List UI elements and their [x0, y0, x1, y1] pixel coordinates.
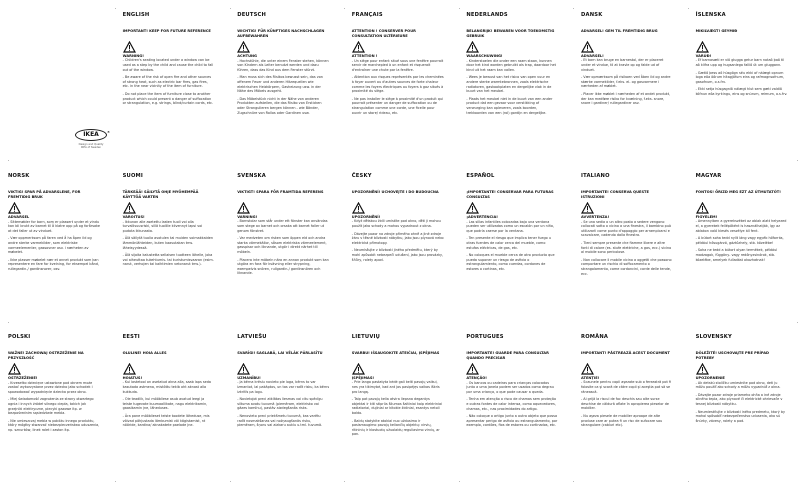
warning-paragraph: - Krzesełko dziecięce ustawione pod oknem może zostać wykorzystane przez dziecko jako schodek i spowodować wypadnięcie dziecka przez okno.: [8, 380, 93, 394]
important-notice: MIKILVÆGT! GEYMIÐ: [695, 29, 738, 33]
language-section: [352, 12, 444, 118]
warning-triangle-icon: [123, 363, 215, 375]
warning-paragraph: - Be aware of the risk of open fire and other sources of strong heat, such as electric bar fires, gas fires, etc. in the near vicinity of the item of furniture.: [122, 75, 212, 89]
crop-mark: [688, 8, 689, 9]
warning-paragraph: - A bútort soha tedd nyílt láng vagy egyéb hőforrás, például hősugárzó, gáztűzhely, stb. közelébe!: [695, 236, 784, 245]
warning-paragraph: - Nie umieszczaj mebla w pobliżu innego produktu, który mógłby stwarzać niebezpieczeństwo uduszenia, np. sznurków, linek rolet i zasłon itp.: [8, 418, 100, 432]
warning-label: UZMANĪBU!: [237, 376, 261, 380]
important-notice: ADVARSEL! GEM TIL FREMTIDIG BRUG: [581, 29, 658, 33]
warning-label: ATENÇÃO!: [466, 376, 487, 381]
language-section: [352, 334, 444, 440]
warning-label: FIGYELEM!: [695, 215, 718, 219]
warning-paragraph: - No coloques el mueble cerca de otro producto que pueda suponer un riesgo de asfixia o estrangulamiento, como cuerdas, cordones de estores o cortinas, etc.: [466, 253, 555, 271]
language-heading: ITALIANO: [581, 173, 610, 179]
warning-label: ĮSPĖJIMAS!: [351, 376, 375, 380]
warning-triangle-icon: [123, 202, 215, 214]
language-section: [466, 334, 558, 431]
logo-tagline-2: IKEA of Sweden: [80, 146, 102, 150]
language-section: [8, 173, 100, 275]
warning-paragraph: - Scaunele pentru copii aşezate sub o fereastră pot fi folosite ca şi scară de către copii şi aceştia pot să se rănească.: [581, 380, 672, 394]
language-section: [123, 334, 215, 431]
important-notice: ATTENTION ! CONSERVER POUR CONSULTATION ULTÉRIEURE: [351, 29, 416, 38]
warning-triangle-icon: [352, 41, 444, 53]
warning-paragraph: - Ole teadlik, kui mööbliese asub avatud leegi ja teiste tugevate kuumaallikate, nagu elektrikamin, gaasikamin jne, läheduses.: [122, 397, 208, 411]
warning-triangle-icon: [8, 363, 100, 375]
language-heading: ESPAÑOL: [466, 173, 495, 179]
warning-triangle-icon: [237, 41, 329, 53]
language-section: [581, 334, 673, 431]
important-notice: ¡IMPORTANTE! CONSERVAR PARA FUTURAS CONSULTAS: [466, 190, 554, 199]
warning-paragraph: - Não coloque o artigo junto a outro objeto que possa apresentar perigo de asfixia ou estrangulamento, por exemplo, cordões, fios de estores ou cortinados, etc.: [466, 414, 558, 428]
warning-label: ATTENTION !: [351, 54, 378, 59]
language-section: [466, 12, 558, 118]
crop-mark: [573, 481, 574, 482]
crop-mark: [344, 481, 345, 482]
warning-triangle-icon: [581, 41, 673, 53]
warning-triangle-icon: [581, 202, 673, 214]
warning-paragraph: - Nenovieto preci priekšmetu tuvumā, kas varētu radīt nosmakšanas vai nožņaugšanās risku, piemēram, šņoru vai aizkaru auklu u.tml. tuvumā.: [237, 413, 323, 428]
language-heading: POLSKI: [8, 334, 31, 340]
warning-label: VAROITUS!: [122, 215, 145, 220]
crop-mark: [230, 8, 231, 9]
language-section: [581, 173, 673, 279]
warning-paragraph: - Ak detskú stoličku umiestnite pod okno, deti ju môžu použiť ako schody a môžu vypadnúť z okna.: [695, 380, 781, 390]
warning-paragraph: - Kui lastetool on asetatud akna alla, saab laps seda kasutada astmena, mistõttu tekib oht aknast alla kukkuda.: [122, 380, 211, 394]
warning-paragraph: - Soha ne tedd a bútort olyan termékek, például madzagok, függöny- vagy redőnyzsinórok, stb. közelébe, amelyek fulladást okozhatnak!: [695, 248, 778, 262]
crop-mark: [8, 322, 9, 323]
language-heading: SLOVENSKY: [695, 334, 732, 340]
language-heading: MAGYAR: [695, 173, 722, 179]
warning-paragraph: - Když dětskou židli umístíte pod okno, děti ji mohou použít jako schody a mohou vypadnout z okna.: [351, 219, 441, 228]
language-section: [237, 334, 329, 431]
language-heading: LIETUVIŲ: [351, 334, 381, 340]
warning-paragraph: - Tenha em atenção o risco de chamas sem proteção e outras fontes de calor intensa, como aquecedores, chamas, etc., nas proximidades do artigo.: [466, 397, 557, 411]
warning-paragraph: - Do not place the item of furniture close to another product which could present a danger of suffocation or strangulation, e.g. strings, blind/curtain cords, etc.: [122, 91, 214, 106]
important-notice: IMPORTANTE! CONSERVA QUESTE ISTRUZIONI: [581, 190, 649, 199]
language-heading: SUOMI: [122, 173, 144, 179]
crop-mark: [459, 8, 460, 9]
warning-triangle-icon: [237, 202, 329, 214]
language-section: [123, 12, 215, 109]
warning-paragraph: - Neumísťujte v blízkosti jiného předmětu, který by mohl způsobit nebezpečí udušení, jako jsou provázky, šňůry, rolety apod.: [351, 248, 444, 262]
language-heading: LATVIEŠU: [237, 334, 267, 340]
registered-mark: ®: [107, 130, 110, 134]
warning-paragraph: - Vær opmærksom på risikoen ved åben ild og andre stærke varmekilder, f.eks. el- og gasvarmere i nærheden af møblet.: [581, 75, 671, 89]
important-notice: FONTOS! ŐRIZD MEG EZT AZ ÚTMUTATÓT!: [695, 190, 781, 194]
warning-paragraph: - Ai grijă la riscul de foc deschis sau alte surse deschise de căldură aflate în apropierea pieselor de mobilier.: [581, 397, 670, 411]
important-notice: SVARBU! IŠSAUGOKITE ATEIČIAI, ĮSPĖJIMAS: [351, 351, 440, 355]
warning-paragraph: - Baldų statykite atokiai nuo uždusimo ir pasismaugimo pavojų keliančių objektų: virvių, ritininių ir klostuotų užuolaidų reguliavimo virvių, ar pan.: [351, 418, 440, 437]
warning-paragraph: - Un siège pour enfant situé sous une fenêtre pourrait servir de marchepied à un enfant et risquerait d'entraîner une chute par la fenêtre.: [351, 58, 444, 72]
crop-mark: [573, 8, 574, 9]
language-heading: DEUTSCH: [237, 12, 267, 18]
warning-triangle-icon: [8, 202, 100, 214]
warning-paragraph: - Kinderstoelen die onder een raam staan, kunnen door het kind worden gebruikt als trap, daardoor het kind uit het raam kan vallen.: [466, 58, 556, 72]
warning-paragraph: - Dávajte pozor zdroje priameho ohňa a iné zdroje silného tepla, ako plynové či elektrické ohrievače v tesnej blízkosti nábytku.: [695, 392, 783, 406]
language-heading: NORSK: [8, 173, 30, 179]
language-heading: ČESKY: [351, 173, 372, 179]
language-section: [696, 12, 788, 100]
warning-paragraph: - Ne pas installer le siège à proximité d'un produit qui pourrait présenter un danger de suffocation ou de strangulation comme une corde, une ficelle pour ouvrir un store/ rideau, etc.: [351, 96, 443, 115]
warning-paragraph: - Las sillas infantiles colocadas bajo una ventana pueden ser utilizadas como un escalón por un niño, que podría caerse por la ventana.: [466, 219, 555, 233]
warning-paragraph: - Plaats het meubel niet in de buurt van een ander product dat een gevaar voor verstikking of verwurging kan opleveren, zoals koorden, trekkoorden van een (rol) gordijn en dergelijke.: [466, 96, 553, 115]
warning-triangle-icon: [466, 202, 558, 214]
warning-paragraph: - Ef barnasæti er við glugga getur barn notað það til að klifra upp og hugsanlega fallið út um gluggann.: [695, 58, 785, 67]
warning-label: ADVARSEL: [8, 215, 30, 220]
warning-triangle-icon: [352, 363, 444, 375]
language-section: [581, 12, 673, 109]
crop-mark: [8, 160, 9, 161]
important-notice: TÄRKEÄÄ! SÄILYTÄ OHJE MYÖHEMPÄÄ KÄYTTÖÄ VARTEN: [122, 190, 199, 199]
warning-label: ATENŢIE!: [581, 376, 600, 380]
ikea-logo: [74, 129, 108, 149]
crop-mark: [688, 481, 689, 482]
important-notice: VIKTIGT! SPARA FÖR FRAMTIDA REFERENS: [237, 190, 324, 194]
warning-label: UPOZORNĚNÍ!: [351, 215, 381, 219]
warning-paragraph: - Älä sijoita kalustetta sellaisen tuotteen lähelle, joka voi aiheuttaa tukehtumis- tai kuristumisvaaran (esim. narut, verhojen tai kaihtimien vetonarut tms.).: [122, 253, 214, 267]
warning-paragraph: - Placera inte möbeln nära en annan produkt som kan utgöra en fara för kvävning eller strypning, exempelvis snören, rullgardin-/ gardinsnören och liknande.: [237, 257, 329, 276]
warning-triangle-icon: [466, 363, 558, 375]
logo-brand: IKEA: [83, 131, 99, 138]
warning-triangle-icon: [696, 202, 788, 214]
warning-label: WARNING!: [122, 54, 144, 58]
language-heading: EESTI: [122, 334, 140, 340]
warning-paragraph: - Et barn kan bruge en barnestol, der er placeret under et vindue, til at kravle op og falde ud af vinduet.: [581, 58, 664, 72]
warning-paragraph: - Ära pane mööblieset teiste toodete läheduse, mis võivad põhjustada lämbumist või kägistamist, nt nööride, kardina/ aknakatete paelade jne.: [122, 413, 210, 428]
warning-paragraph: - Var medveten om risken som öppen eld och andra starka värmekällor, såsom elektriska värmeelement, gasspisar och liknande, utgör i direkt närhet till möbeln.: [237, 236, 327, 254]
warning-paragraph: - Dávejte pozor na zdroje přímého ohně a jiné zdroje žáru v těsné blízkosti nábytku, jako jsou plynová nebo elektrická přímotopy.: [351, 231, 444, 245]
warning-label: ACHTUNG: [237, 54, 257, 59]
important-notice: VIKTIG! SPAR PÅ ADVARSLENE, FOR FREMTIDIG BRUK: [8, 190, 81, 199]
warning-paragraph: - Non collocare il mobile vicino a oggetti che possono comportare un rischio di soffocamento o strangolamento, come cordoncini, corde delle tende, ecc.: [581, 257, 672, 276]
ikea-logo-mark: [75, 129, 110, 141]
warning-paragraph: - Barnstolar som står under ett fönster kan användas som stege av barnet och orsaka att barnet faller ut genom fönstret.: [237, 219, 328, 233]
warning-label: HOIATUS!: [122, 376, 143, 380]
crop-mark: [459, 481, 460, 482]
warning-triangle-icon: [581, 363, 673, 375]
warning-paragraph: - Placer ikke møblet i nærheden af et andet produkt, der kan medføre risiko for kvælning, f.eks. snore, snore i gardiner/ rullegardiner osv.: [581, 91, 671, 106]
warning-paragraph: - Wees je bewust van het risico van open vuur en andere sterke warmtebronnen, zoals elektrische radiatoren, gaskookplaten en dergelijke vlak in de buurt van het meubel.: [466, 75, 552, 94]
language-heading: SVENSKA: [237, 173, 266, 179]
important-notice: DÔLEŽITÉ! USCHOVAJTE PRE PRÍPAD POTREBY: [695, 351, 769, 360]
warning-triangle-icon: [696, 41, 788, 53]
warning-paragraph: - Taip pat pavojų kelia atvira liepsna degantys objektai ir kiti stiprūs šilumos šaltiniai kaip elektriniai radiatoriai, dujiniai ar kitokie židiniai, esantys netoli baldo.: [351, 397, 442, 415]
language-heading: NEDERLANDS: [466, 12, 508, 18]
warning-paragraph: - Älä säilytä tuolia avotulen tai muiden voimakkaiden lämmönlähteiden, kuten kaasutakan tms. läheisyydessä.: [122, 236, 213, 250]
language-heading: FRANÇAIS: [351, 12, 383, 18]
warning-paragraph: - Vær oppmerksom på faren ved å ha åpen ild og andre sterke varmekilder, som elektriske varmeelementer, gassovner osv. i nærheten av møbelet.: [8, 236, 92, 255]
warning-label: OSTRZEŻENIE!: [8, 376, 38, 381]
warning-triangle-icon: [352, 202, 444, 214]
warning-paragraph: - Ikke plasser møbelet nær et annet produkt som kan representere en fare for kvelning, for eksempel bånd, rullegardin-/ gardinsnorer, osv.: [8, 257, 100, 271]
warning-label: VARÚÐ!: [695, 54, 712, 58]
language-heading: ROMÂNA: [581, 334, 609, 340]
language-section: [237, 173, 329, 279]
warning-paragraph: - Os bancos ou cadeiras para crianças colocados junto a uma janela podem ser usados como degrau por uma criança, o que pode causar a queda.: [466, 380, 554, 394]
warning-paragraph: - Attention aux risques représentés par les cheminées à foyer ouvert ou d'autres sources de forte chaleur comme les foyers électriques ou foyers à gaz situés à proximité du siège.: [351, 75, 444, 94]
warning-paragraph: - Ekki setja húsgagnið nálægt hlut sem gæti valdið köfnun eða kyrkingu, eins og snúrum, reimum, o.s.frv.: [695, 87, 788, 96]
important-notice: IMPORTANT! KEEP FOR FUTURE REFERENCE: [122, 29, 211, 33]
important-notice: UPOZORNĚNÍ! UCHOVEJTE I DO BUDOUCNA: [351, 190, 439, 194]
warning-paragraph: - Amennyiben a gyerekszéket az ablak alatt helyezed el, a gyerekek fellépőként is használhatják, így az ablakon való kiesés veszélye áll fent.: [695, 219, 787, 233]
crop-mark: [230, 481, 231, 482]
language-section: [237, 12, 329, 118]
warning-paragraph: - Ja bērna krēslu novieto pie loga, bērns to var izmantot, lai pakāptos, un tas var radīt risku, ka bērns izkritīs pa logu.: [237, 380, 330, 394]
warning-paragraph: - Children's seating located under a window can be used as a step by the child and cause the child to fall out of the window.: [122, 58, 214, 72]
important-notice: OLULINE! HOIA ALLES: [122, 351, 167, 355]
warning-label: AVVERTENZA!: [581, 215, 610, 220]
important-notice: WICHTIG! FÜR KÜNFTIGES NACHSCHLAGEN AUFBEWAHREN: [237, 29, 325, 38]
warning-paragraph: - Se una sedia o un altro posto a sedere vengono collocati sotto o vicino a una finestra, il bambino può utilizzarli come punto d'appoggio per arrampicarsi e scavalcare, cadendo dalla finestra.: [581, 219, 672, 238]
warning-paragraph: - Hochstühle, die unter einem Fenster stehen, können von Kindern als Leiter benutzt werden und dazu führen, dass das Kind aus dem Fenster stürzt.: [237, 58, 329, 72]
warning-paragraph: - Ikkunan alle asetettu lasten tuoli voi olla turvallisuusriski, sillä tuolille kiivennyt lapsi voi pudota ikkunasta.: [122, 219, 203, 233]
language-heading: ENGLISH: [122, 12, 150, 18]
warning-paragraph: - Man muss sich des Risikos bewusst sein, das von offenem Feuer und anderen Hitzequellen wie elektrischen Heizkörpern, Gasheizung usw. in der Nähe des Möbels ausgeht.: [237, 75, 323, 94]
warning-paragraph: - Tieni sempre presente che fiamme libere e altre fonti di calore (es. stufe elettriche, a gas, ecc.) vicino al mobile sono pericolose.: [581, 240, 672, 255]
warning-triangle-icon: [237, 363, 329, 375]
warning-paragraph: - Nu aşeza piesele de mobilier aproape de alte produse care ar putea fi un risc de sufocare sau strangulare (cabluri etc).: [581, 413, 663, 428]
important-notice: SVARĪGI! SAGLABĀ, LAI VĒLĀK PĀRLASĪTU: [237, 351, 323, 355]
language-section: [466, 173, 558, 275]
logo-tagline: [74, 143, 108, 149]
warning-label: ADVARSEL!: [581, 54, 604, 58]
warning-triangle-icon: [696, 363, 788, 375]
language-section: [352, 173, 444, 265]
warning-label: VARNING!: [237, 215, 258, 219]
warning-label: UPOZORNENIE: [695, 376, 725, 381]
language-section: [696, 334, 788, 426]
important-notice: IMPORTANTE! GUARDE PARA CONSULTAR QUANDO PRECISAR: [466, 351, 549, 360]
warning-label: WAARSCHUWING!: [466, 54, 503, 59]
language-heading: PORTUGUES: [466, 334, 504, 340]
crop-mark: [344, 8, 345, 9]
warning-paragraph: - Ten presente el riesgo que implica tener fuego u otras fuentes de calor cerca del mueble, como estufas eléctricas, de gas, etc.: [466, 236, 551, 250]
crop-mark: [115, 8, 116, 9]
important-notice: WAŻNE! ZACHOWAJ OSTRZEŻENIE NA PRZYSZŁOŚĆ: [8, 351, 84, 360]
crop-mark: [797, 322, 798, 323]
language-section: [8, 334, 100, 436]
warning-triangle-icon: [466, 41, 558, 53]
warning-paragraph: - Miej świadomość zagrożenia ze strony otwartego ognia i innych źródeł silnego ciepła, takich jak grzejniki elektryczne, piecyki gazowe itp. w bezpośrednim sąsiedztwie mebla.: [8, 397, 94, 416]
language-heading: ÍSLENSKA: [695, 12, 726, 18]
language-section: [696, 173, 788, 265]
warning-paragraph: - Novietojot preci atklātas liesmas vai citu spēcīgu siltuma avotu tuvumā (piemēram, elektrisko vai gāzes kamīnu), pastāv aizdegšanās risks.: [237, 397, 323, 411]
crop-mark: [115, 481, 116, 482]
crop-mark: [797, 160, 798, 161]
language-section: [123, 173, 215, 270]
warning-paragraph: - Prie lango pastatyta kėdė gali kelti pavojų vaikui, nes yra tikimybė, kad ant jos pasipėjęs vaikas iškris pro langą.: [351, 380, 440, 394]
warning-label: ¡ADVERTENCIA!: [466, 215, 498, 220]
warning-paragraph: - Sittemøbler for barn, som er plassert under et vindu kan bli brukt av barnet til å klatre opp på og forårsake at det faller ut av vinduet.: [8, 219, 100, 233]
language-heading: DANSK: [581, 12, 603, 18]
logo-tagline-1: Design and Quality: [78, 143, 104, 146]
important-notice: BELANGRIJK! BEWAREN VOOR TOEKOMSTIG GEBRUIK: [466, 29, 555, 38]
warning-paragraph: - Neumiestňujte v blízkosti iného predmetu, ktorý by mohol spôsobiť nebezpečenstvo udusenia, ako sú šnúrky, závesy, rolety a pod.: [695, 409, 785, 423]
warning-paragraph: - Das Möbelstück nicht in der Nähe von anderen Produkten aufstellen, die das Risiko von Ersticken oder Strangulieren bergen können - wie Bänder, Zugschnüre von Rollos oder Gardinen usw.: [237, 96, 322, 115]
warning-triangle-icon: [123, 41, 215, 53]
warning-paragraph: - Gætið þess að húsgögn séu ekki of nálægt opnum loga eða öðrum hitagjöfum eins og rafmagnsofnum, gasofnum, o.s.frv.: [695, 70, 785, 84]
important-notice: IMPORTANT! PĂSTREAZĂ ACEST DOCUMENT: [581, 351, 670, 355]
